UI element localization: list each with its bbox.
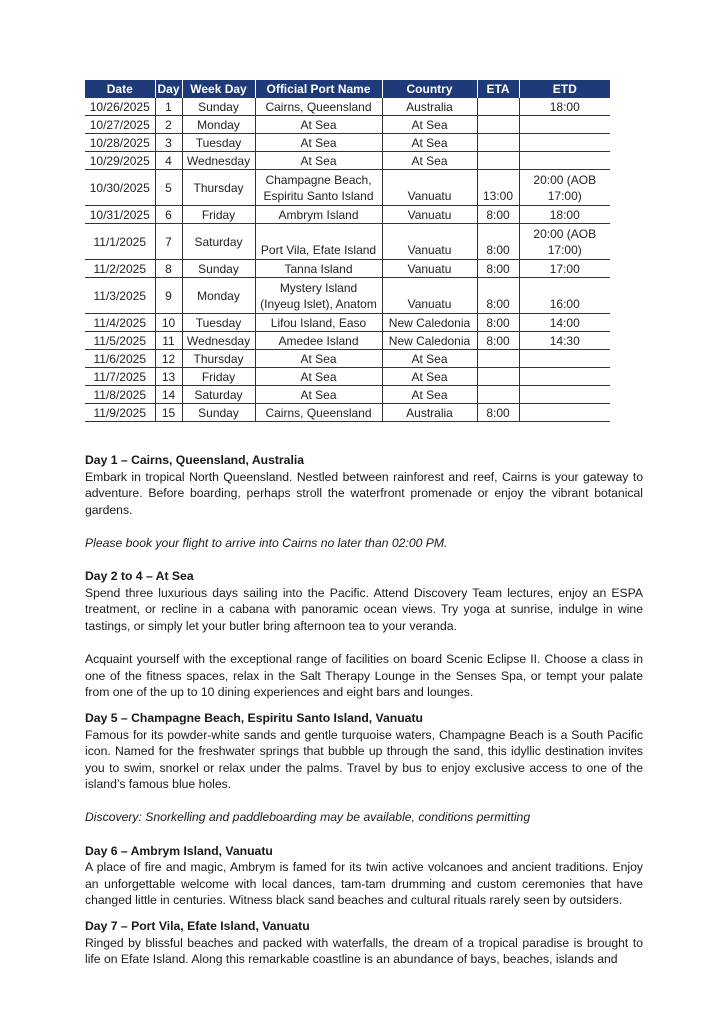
cell-weekday: Monday — [182, 116, 255, 134]
cell-weekday: Saturday — [182, 386, 255, 404]
cell-date: 10/31/2025 — [85, 206, 155, 224]
cell-day: 6 — [155, 206, 182, 224]
section-heading: Day 5 – Champagne Beach, Espiritu Santo Island, Vanuatu — [85, 710, 423, 725]
cell-date: 11/5/2025 — [85, 332, 155, 350]
cell-port: At Sea — [255, 368, 382, 386]
section-note: Discovery: Snorkelling and paddleboarding may be available, conditions permitting — [85, 810, 531, 825]
cell-eta: 8:00 — [477, 260, 519, 278]
cell-country: New Caledonia — [382, 332, 477, 350]
cell-port: At Sea — [255, 134, 382, 152]
cell-etd — [519, 116, 610, 134]
table-row — [85, 332, 610, 350]
table-row — [85, 350, 610, 368]
cell-date: 11/7/2025 — [85, 368, 155, 386]
itinerary-table — [85, 80, 610, 422]
cell-etd — [519, 152, 610, 170]
cell-port: Tanna Island — [255, 260, 382, 278]
cell-day: 8 — [155, 260, 182, 278]
cell-weekday: Sunday — [182, 98, 255, 116]
table-row — [85, 152, 610, 170]
section-body: A place of fire and magic, Ambrym is famed for its twin active volcanoes and ancient traditions. Enjoy an unforgettable welcome with local dances, tam-tam drumming and custom ceremonies that have changed little in centuries. Witness black sand beaches and cultural rituals rarely seen by outsiders. — [85, 860, 643, 908]
cell-weekday: Friday — [182, 206, 255, 224]
cell-etd: 16:00 — [519, 278, 610, 314]
cell-eta — [477, 152, 519, 170]
cell-country: New Caledonia — [382, 314, 477, 332]
cell-etd — [519, 350, 610, 368]
table-row — [85, 116, 610, 134]
cell-country: At Sea — [382, 116, 477, 134]
table-row — [85, 224, 610, 260]
table-row — [85, 206, 610, 224]
cell-weekday: Wednesday — [182, 152, 255, 170]
cell-weekday: Wednesday — [182, 332, 255, 350]
section-body: Famous for its powder-white sands and gentle turquoise waters, Champagne Beach is a South Pacific icon. Named for the freshwater springs that bubble up through the sand, this idyllic destination invites you to swim, snorkel or relax under the palms. Travel by bus to enjoy exclusive access to one of the island’s famous blue holes. — [85, 727, 643, 792]
column-header-country: Country — [382, 80, 477, 98]
section-heading: Day 6 – Ambrym Island, Vanuatu — [85, 843, 273, 858]
itinerary-description — [85, 452, 643, 968]
cell-eta: 8:00 — [477, 224, 519, 260]
cell-etd: 14:00 — [519, 314, 610, 332]
cell-eta: 13:00 — [477, 170, 519, 206]
cell-weekday: Thursday — [182, 350, 255, 368]
cell-etd — [519, 134, 610, 152]
cell-port: Mystery Island (Inyeug Islet), Anatom — [255, 278, 382, 314]
cell-date: 11/2/2025 — [85, 260, 155, 278]
cell-day: 13 — [155, 368, 182, 386]
cell-eta — [477, 350, 519, 368]
cell-date: 10/26/2025 — [85, 98, 155, 116]
cell-country: Australia — [382, 404, 477, 422]
cell-weekday: Monday — [182, 278, 255, 314]
cell-country: At Sea — [382, 386, 477, 404]
cell-port: Champagne Beach, Espiritu Santo Island — [255, 170, 382, 206]
cell-weekday: Tuesday — [182, 134, 255, 152]
table-row — [85, 386, 610, 404]
cell-country: At Sea — [382, 134, 477, 152]
cell-etd: 18:00 — [519, 98, 610, 116]
cell-date: 11/9/2025 — [85, 404, 155, 422]
cell-etd: 18:00 — [519, 206, 610, 224]
table-header-row — [85, 80, 610, 98]
column-header-port-name: Official Port Name — [255, 80, 382, 98]
cell-country: At Sea — [382, 368, 477, 386]
section-body: Acquaint yourself with the exceptional range of facilities on board Scenic Eclipse II. Choose a class in one of the fitness spaces, relax in the Salt Therapy Lounge in the Senses Spa, or tempt your palate from one of the up to 10 dining experiences and eight bars and lounges. — [85, 652, 643, 700]
cell-date: 10/27/2025 — [85, 116, 155, 134]
cell-eta: 8:00 — [477, 206, 519, 224]
cell-etd — [519, 404, 610, 422]
table-row — [85, 134, 610, 152]
cell-day: 9 — [155, 278, 182, 314]
cell-date: 10/28/2025 — [85, 134, 155, 152]
table-row — [85, 368, 610, 386]
cell-date: 11/6/2025 — [85, 350, 155, 368]
cell-etd: 20:00 (AOB 17:00) — [519, 224, 610, 260]
cell-etd: 14:30 — [519, 332, 610, 350]
cell-date: 11/3/2025 — [85, 278, 155, 314]
cell-etd: 17:00 — [519, 260, 610, 278]
cell-day: 10 — [155, 314, 182, 332]
cell-port: Lifou Island, Easo — [255, 314, 382, 332]
cell-country: Vanuatu — [382, 260, 477, 278]
cell-day: 12 — [155, 350, 182, 368]
cell-date: 10/30/2025 — [85, 170, 155, 206]
cell-day: 3 — [155, 134, 182, 152]
cell-etd: 20:00 (AOB 17:00) — [519, 170, 610, 206]
section-body: Embark in tropical North Queensland. Nestled between rainforest and reef, Cairns is your gateway to adventure. Before boarding, perhaps stroll the waterfront promenade or enjoy the vibrant botanical gardens. — [85, 469, 643, 517]
table-row — [85, 98, 610, 116]
cell-etd — [519, 386, 610, 404]
cell-port: Port Vila, Efate Island — [255, 224, 382, 260]
cell-country: Vanuatu — [382, 206, 477, 224]
cell-eta — [477, 134, 519, 152]
cell-port: At Sea — [255, 350, 382, 368]
cell-day: 14 — [155, 386, 182, 404]
cell-date: 10/29/2025 — [85, 152, 155, 170]
cell-eta: 8:00 — [477, 314, 519, 332]
cell-etd — [519, 368, 610, 386]
section-body: Ringed by blissful beaches and packed with waterfalls, the dream of a tropical paradise is brought to life on Efate Island. Along this remarkable coastline is an abundance of bays, beaches, islands and — [85, 935, 643, 967]
table-row — [85, 170, 610, 206]
cell-day: 15 — [155, 404, 182, 422]
cell-country: At Sea — [382, 152, 477, 170]
cell-weekday: Tuesday — [182, 314, 255, 332]
cell-eta: 8:00 — [477, 278, 519, 314]
section-heading: Day 1 – Cairns, Queensland, Australia — [85, 453, 305, 467]
cell-weekday: Friday — [182, 368, 255, 386]
cell-country: Australia — [382, 98, 477, 116]
cell-day: 7 — [155, 224, 182, 260]
cell-date: 11/8/2025 — [85, 386, 155, 404]
cell-country: Vanuatu — [382, 278, 477, 314]
section-body: Spend three luxurious days sailing into the Pacific. Attend Discovery Team lectures, enjoy an ESPA treatment, or recline in a cabana with panoramic ocean views. Try yoga at sunrise, indulge in wine tastings, or simply let your butler bring afternoon tea to your veranda. — [85, 585, 643, 633]
column-header-date: Date — [85, 80, 155, 98]
cell-eta — [477, 98, 519, 116]
section-note: Please book your flight to arrive into Cairns no later than 02:00 PM. — [85, 535, 448, 550]
column-header-week-day: Week Day — [182, 80, 255, 98]
cell-port: Ambrym Island — [255, 206, 382, 224]
cell-eta — [477, 116, 519, 134]
cell-day: 4 — [155, 152, 182, 170]
cell-port: Cairns, Queensland — [255, 98, 382, 116]
section-heading: Day 2 to 4 – At Sea — [85, 569, 194, 584]
column-header-etd: ETD — [519, 80, 610, 98]
cell-weekday: Thursday — [182, 170, 255, 206]
cell-country: Vanuatu — [382, 170, 477, 206]
cell-port: Cairns, Queensland — [255, 404, 382, 422]
cell-date: 11/1/2025 — [85, 224, 155, 260]
cell-eta: 8:00 — [477, 404, 519, 422]
cell-country: Vanuatu — [382, 224, 477, 260]
cell-country: At Sea — [382, 350, 477, 368]
cell-eta: 8:00 — [477, 332, 519, 350]
cell-eta — [477, 386, 519, 404]
cell-port: At Sea — [255, 152, 382, 170]
table-row — [85, 260, 610, 278]
cell-date: 11/4/2025 — [85, 314, 155, 332]
cell-port: At Sea — [255, 116, 382, 134]
table-row — [85, 404, 610, 422]
section-heading: Day 7 – Port Vila, Efate Island, Vanuatu — [85, 919, 310, 934]
cell-day: 11 — [155, 332, 182, 350]
cell-port: At Sea — [255, 386, 382, 404]
table-row — [85, 278, 610, 314]
cell-day: 1 — [155, 98, 182, 116]
cell-port: Amedee Island — [255, 332, 382, 350]
table-body — [85, 98, 610, 422]
column-header-day: Day — [155, 80, 182, 98]
cell-eta — [477, 368, 519, 386]
cell-weekday: Saturday — [182, 224, 255, 260]
table-row — [85, 314, 610, 332]
cell-weekday: Sunday — [182, 260, 255, 278]
column-header-eta: ETA — [477, 80, 519, 98]
cell-day: 2 — [155, 116, 182, 134]
cell-weekday: Sunday — [182, 404, 255, 422]
cell-day: 5 — [155, 170, 182, 206]
